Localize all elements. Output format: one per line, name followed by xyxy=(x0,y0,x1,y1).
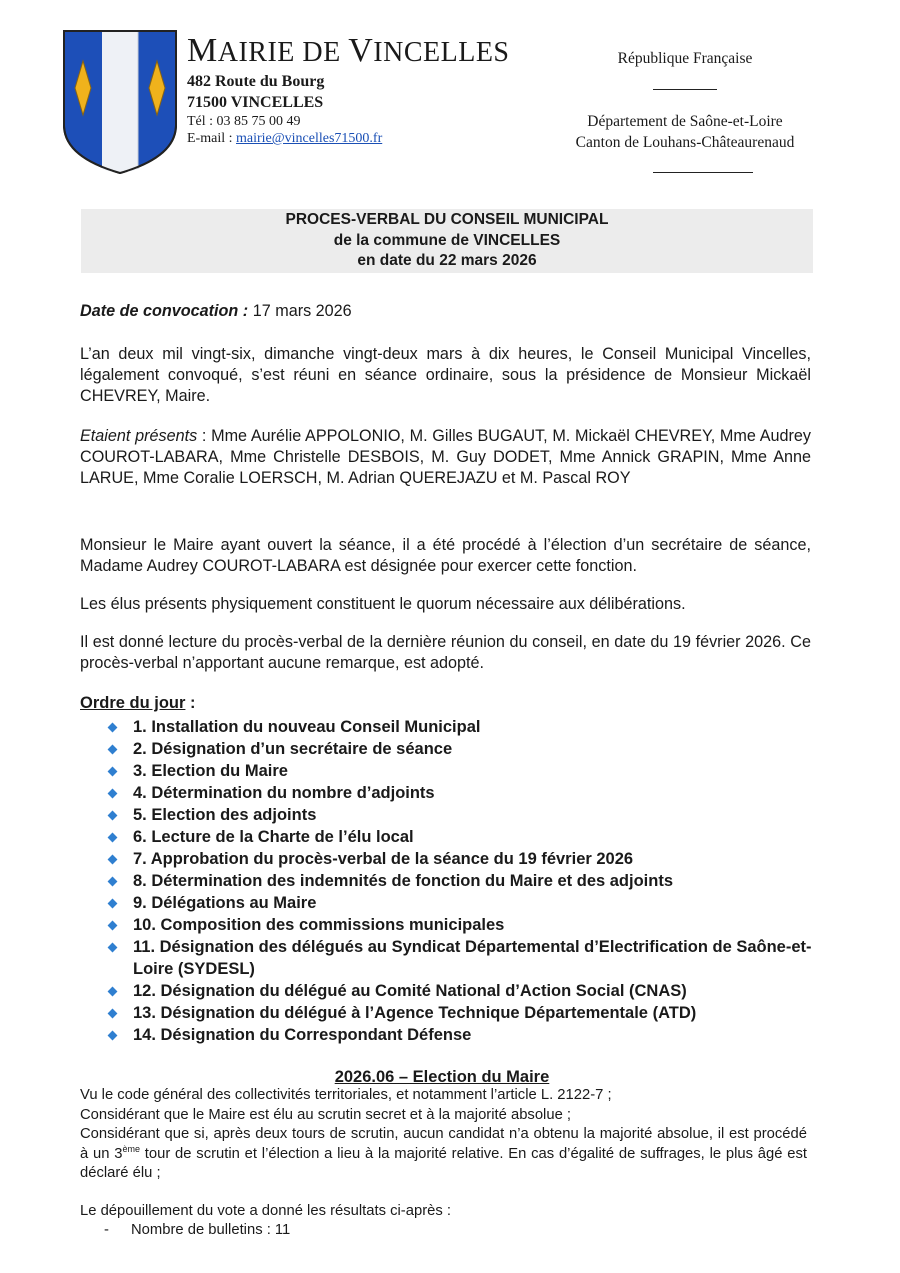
title-line-1: PROCES-VERBAL DU CONSEIL MUNICIPAL xyxy=(285,211,609,228)
divider xyxy=(653,172,753,173)
coat-of-arms-icon xyxy=(62,29,178,175)
agenda-item: 13. Désignation du délégué à l’Agence Technique Départementale (ATD) xyxy=(106,1002,826,1024)
title-line-2: de la commune de VINCELLES xyxy=(333,231,561,249)
agenda-item: 2. Désignation d’un secrétaire de séance xyxy=(106,738,826,760)
agenda-item: 12. Désignation du délégué au Comité National d’Action Social (CNAS) xyxy=(106,980,826,1002)
email-link[interactable]: mairie@vincelles71500.fr xyxy=(236,131,383,146)
diamond-bullet-icon xyxy=(108,789,118,799)
agenda-item: 8. Détermination des indemnités de fonction du Maire et des adjoints xyxy=(106,870,826,892)
title-line-3: en date du 22 mars 2026 xyxy=(357,252,537,269)
quorum-paragraph: Les élus présents physiquement constituent le quorum nécessaire aux délibérations. xyxy=(80,595,686,613)
agenda-item: 11. Désignation des délégués au Syndicat Départemental d’Electrification de Saône-et-Loire (SYDESL) xyxy=(106,936,826,980)
diamond-bullet-icon xyxy=(108,811,118,821)
agenda-item: 10. Composition des commissions municipales xyxy=(106,914,826,936)
department-label: Département de Saône-et-Loire xyxy=(587,113,783,130)
agenda-item: 5. Election des adjoints xyxy=(106,804,826,826)
reading-paragraph: Il est donné lecture du procès-verbal de la dernière réunion du conseil, en date du 19 février 2026. Ce procès-verbal n’apportant aucune remarque, est adopté. xyxy=(80,633,811,672)
republic-label: République Française xyxy=(617,50,753,67)
diamond-bullet-icon xyxy=(108,877,118,887)
divider xyxy=(653,89,717,90)
agenda-item: 3. Election du Maire xyxy=(106,760,826,782)
diamond-bullet-icon xyxy=(108,1009,118,1019)
diamond-bullet-icon xyxy=(108,833,118,843)
diamond-bullet-icon xyxy=(108,745,118,755)
agenda-item: 7. Approbation du procès-verbal de la séance du 19 février 2026 xyxy=(106,848,826,870)
agenda-item: 6. Lecture de la Charte de l’élu local xyxy=(106,826,826,848)
section-title: 2026.06 – Election du Maire xyxy=(334,1068,550,1086)
agenda-heading: Ordre du jour : xyxy=(80,694,196,712)
legal-reference: Vu le code général des collectivités territoriales, et notamment l’article L. 2122-7 ; xyxy=(80,1087,612,1103)
diamond-bullet-icon xyxy=(108,943,118,953)
phone-number: Tél : 03 85 75 00 49 xyxy=(187,114,301,129)
election-text xyxy=(80,1086,807,1184)
secretary-paragraph: Monsieur le Maire ayant ouvert la séance, il a été procédé à l’élection d’un secrétaire de séance, Madame Audrey COUROT-LABARA est désignée pour exercer cette fonction. xyxy=(80,536,811,575)
diamond-bullet-icon xyxy=(108,767,118,777)
agenda-item: 1. Installation du nouveau Conseil Municipal xyxy=(106,716,826,738)
agenda-item: 4. Détermination du nombre d’adjoints xyxy=(106,782,826,804)
diamond-bullet-icon xyxy=(108,987,118,997)
agenda-item: 14. Désignation du Correspondant Défense xyxy=(106,1024,826,1046)
diamond-bullet-icon xyxy=(108,1031,118,1041)
diamond-bullet-icon xyxy=(108,855,118,865)
convocation-date: Date de convocation : 17 mars 2026 xyxy=(80,302,352,320)
canton-label: Canton de Louhans-Châteaurenaud xyxy=(575,134,795,151)
results-intro: Le dépouillement du vote a donné les résultats ci-après : xyxy=(80,1203,451,1219)
agenda-item: 9. Délégations au Maire xyxy=(106,892,826,914)
diamond-bullet-icon xyxy=(108,723,118,733)
mairie-title: MAIRIE DE VINCELLES xyxy=(187,32,510,69)
diamond-bullet-icon xyxy=(108,899,118,909)
diamond-bullet-icon xyxy=(108,921,118,931)
attendees-paragraph: Etaient présents : Mme Aurélie APPOLONIO, M. Gilles BUGAUT, M. Mickaël CHEVREY, Mme Audrey COUROT-LABARA, Mme Christelle DESBOIS, M. Guy DODET, Mme Annick GRAPIN, Mme Anne LARUE, Mme Coralie LOERSCH, M. Adrian QUEREJAZU et M. Pascal ROY xyxy=(80,427,811,487)
address-city: 71500 VINCELLES xyxy=(187,94,324,111)
considerant-1: Considérant que le Maire est élu au scrutin secret et à la majorité absolue ; xyxy=(80,1106,572,1123)
considerant-2: Considérant que si, après deux tours de scrutin, aucun candidat n’a obtenu la majorité absolue, il est procédé à un 3ème tour de scrutin et l’élection a lieu à la majorité relative. En cas d’égalité de suffrages, le plus âgé est déclaré élu ; xyxy=(80,1126,808,1181)
email-line: E-mail : mairie@vincelles71500.fr xyxy=(187,131,383,146)
address-street: 482 Route du Bourg xyxy=(187,73,325,90)
intro-paragraph: L’an deux mil vingt-six, dimanche vingt-deux mars à dix heures, le Conseil Municipal Vincelles, légalement convoqué, s’est réuni en séance ordinaire, sous la présidence de Monsieur Mickaël CHEVREY, Maire. xyxy=(80,345,811,405)
ballot-count: - Nombre de bulletins : 11 xyxy=(104,1222,291,1238)
document-title xyxy=(81,209,813,273)
agenda-list xyxy=(106,716,826,1046)
